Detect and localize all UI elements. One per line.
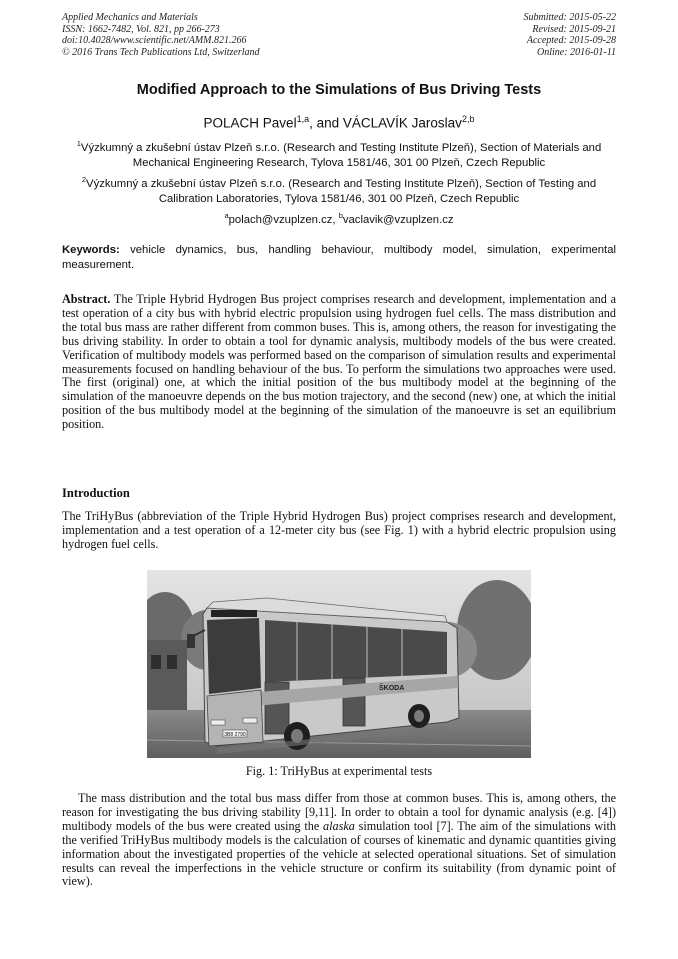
author-1: POLACH Pavel [203,115,297,131]
keywords-text: vehicle dynamics, bus, handling behaviour, multibody model, simulation, experimental measurement. [62,244,616,271]
email-sep: , [332,213,339,226]
date-submitted: Submitted: 2015-05-22 [523,12,616,23]
date-revised: Revised: 2015-09-21 [532,23,616,35]
author-joiner: , and [309,115,343,131]
abstract-text: The Triple Hybrid Hydrogen Bus project comprises research and development, implementation and a test operation of a city bus with hybrid electric propulsion using hydrogen fuel cells. The mass distribution and the total bus mass are rather different from common buses. This is, among others, the reason for investigating the bus driving stability. In order to obtain a tool for dynamic analysis, multibody models of the bus were created. Verification of multibody models was performed based on the comparison of simulation results and experimental measurements focused on handling behaviour of the bus. To perform the simulations two approaches were used. The first (original) one, at which the initial position of the bus multibody model at the beginning of the simulation of the manoeuvre depends on the bus motion trajectory, and the second (new) one, at which the initial position of the bus multibody model at the beginning of the simulation of the manoeuvre is set an equilibrium position. [62,292,616,432]
section-heading-introduction: Introduction [62,486,130,500]
bus-photo [147,570,531,758]
journal-doi: doi:10.4028/www.scientific.net/AMM.821.266 [62,35,247,47]
email-a[interactable]: polach@vzuplzen.cz [228,213,333,226]
email-b-sup: b [338,211,343,220]
affiliation-1 [62,136,616,171]
email-a-sup: a [224,211,229,220]
intro-paragraph-2 [62,792,616,889]
paper-title: Modified Approach to the Simulations of Bus Driving Tests [136,82,542,98]
intro-p2-part-a: The mass distribution and the total bus mass differ from those at common buses. This is, among others, the reason for investigating the bus driving stability [9,11]. In order to obtain a tool for dynamic analysis (e.g. [4]) multibody models of the bus were created using the [62,791,616,833]
date-online: Online: 2016-01-11 [537,46,616,58]
author-1-sup: 1,a [296,114,310,124]
affiliation-2 [62,172,616,207]
intro-p2-emphasis: alaska [323,818,355,833]
author-2: VÁCLAVÍK Jaroslav [342,115,462,131]
author-emails [62,208,616,228]
abstract [62,293,616,432]
figure-caption: Fig. 1: TriHyBus at experimental tests [245,764,433,778]
bus-side-logo: ŠKODA [379,685,405,692]
journal-issn: ISSN: 1662-7482, Vol. 821, pp 266-273 [62,23,220,35]
author-2-sup: 2,b [461,114,475,124]
affiliation-2-text: Výzkumný a zkušební ústav Plzeň s.r.o. (Research and Testing Institute Plzeň), Section of Testing and Calibration Laboratories, Tylova 1581/46, 301 00 Plzeň, Czech Republic [86,177,597,206]
journal-info [62,12,260,58]
affiliation-1-sup: 1 [76,139,81,148]
keywords [62,243,616,272]
date-accepted: Accepted: 2015-09-28 [526,35,616,47]
intro-p2-part-b: simulation tool [7]. The aim of the simulations with the verified TriHyBus multibody models is the calculation of courses of kinematic and dynamic quantities giving information about the investigated properties of the vehicle at selected operational situations. Set of simulation results can reveal the imperfections in the vehicle structure or confirm its suitability (from dynamic point of view). [62,818,616,889]
keywords-label: Keywords: [62,244,120,256]
author-line [0,114,678,131]
submission-dates [524,12,617,58]
intro-paragraph-1: The TriHyBus (abbreviation of the Triple Hybrid Hydrogen Bus) project comprises research and development, implementation and a test operation of a 12-meter city bus (see Fig. 1) with a hybrid electric propulsion using hydrogen fuel cells. [62,509,616,551]
abstract-label: Abstract. [62,292,111,306]
bus-plate-text: 3B8 2790 [224,732,246,738]
affiliation-1-text: Výzkumný a zkušební ústav Plzeň s.r.o. (Research and Testing Institute Plzeň), Section of Materials and Mechanical Engineering Research, Tylova 1581/46, 301 00 Plzeň, Czech Republic [80,141,602,170]
journal-copyright: © 2016 Trans Tech Publications Ltd, Switzerland [62,46,260,58]
journal-name: Applied Mechanics and Materials [62,12,198,23]
email-b[interactable]: vaclavik@vzuplzen.cz [342,213,454,226]
affiliation-2-sup: 2 [81,175,87,184]
